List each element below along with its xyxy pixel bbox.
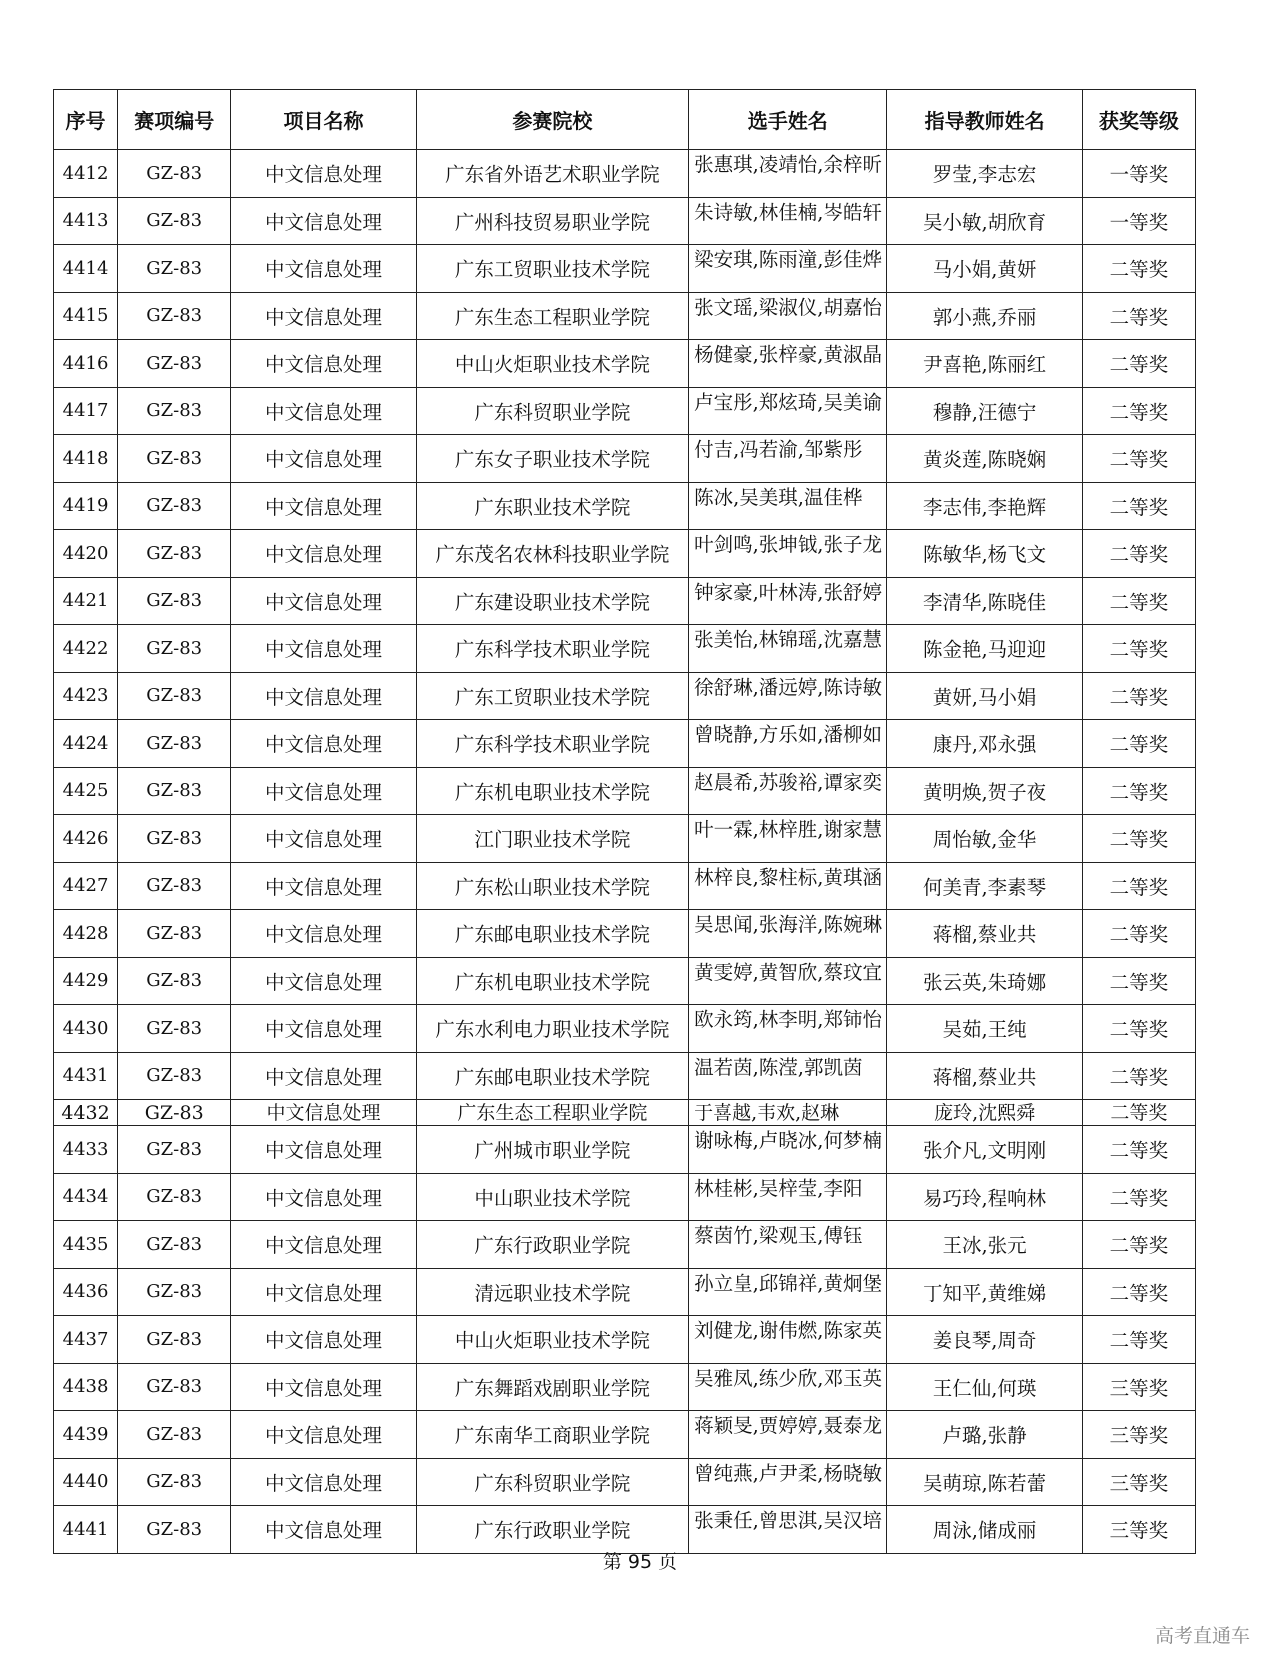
contestants-cell: 林梓良,黎柱标,黄琪涵 [689, 862, 887, 910]
serial-cell: 4415 [54, 292, 118, 340]
school-cell: 广东职业技术学院 [416, 482, 688, 530]
school-cell: 广东生态工程职业学院 [416, 292, 688, 340]
event-code-cell: GZ-83 [118, 482, 231, 530]
project-name-cell: 中文信息处理 [231, 150, 416, 198]
header-contestants: 选手姓名 [689, 90, 887, 150]
instructors-cell: 吴萌琼,陈若蕾 [887, 1458, 1082, 1506]
serial-cell: 4418 [54, 435, 118, 483]
table-row [54, 957, 1196, 1005]
instructors-cell: 王冰,张元 [887, 1221, 1082, 1269]
award-level-cell: 二等奖 [1082, 1316, 1195, 1364]
event-code-cell: GZ-83 [118, 1316, 231, 1364]
instructors-cell: 陈金艳,马迎迎 [887, 625, 1082, 673]
serial-cell: 4438 [54, 1363, 118, 1411]
contestants-cell: 赵晨希,苏骏裕,谭家奕 [689, 767, 887, 815]
serial-cell: 4431 [54, 1052, 118, 1100]
award-level-cell: 三等奖 [1082, 1506, 1195, 1554]
instructors-cell: 王仁仙,何瑛 [887, 1363, 1082, 1411]
school-cell: 江门职业技术学院 [416, 815, 688, 863]
event-code-cell: GZ-83 [118, 720, 231, 768]
project-name-cell: 中文信息处理 [231, 1316, 416, 1364]
school-cell: 广州城市职业学院 [416, 1126, 688, 1174]
project-name-cell: 中文信息处理 [231, 1052, 416, 1100]
school-cell: 广东科贸职业学院 [416, 387, 688, 435]
event-code-cell: GZ-83 [118, 1173, 231, 1221]
event-code-cell: GZ-83 [118, 625, 231, 673]
contestants-cell: 梁安琪,陈雨潼,彭佳烨 [689, 245, 887, 293]
event-code-cell: GZ-83 [118, 435, 231, 483]
instructors-cell: 尹喜艳,陈丽红 [887, 340, 1082, 388]
serial-cell: 4426 [54, 815, 118, 863]
header-school: 参赛院校 [416, 90, 688, 150]
contestants-cell: 付吉,冯若渝,邹紫彤 [689, 435, 887, 483]
instructors-cell: 康丹,邓永强 [887, 720, 1082, 768]
award-level-cell: 三等奖 [1082, 1411, 1195, 1459]
serial-cell: 4441 [54, 1506, 118, 1554]
event-code-cell: GZ-83 [118, 910, 231, 958]
instructors-cell: 郭小燕,乔丽 [887, 292, 1082, 340]
instructors-cell: 李志伟,李艳辉 [887, 482, 1082, 530]
table-row [54, 1005, 1196, 1053]
contestants-cell: 张美怡,林锦瑶,沈嘉慧 [689, 625, 887, 673]
award-level-cell: 二等奖 [1082, 862, 1195, 910]
awards-table [53, 89, 1196, 1554]
instructors-cell: 姜良琴,周奇 [887, 1316, 1082, 1364]
table-body [54, 150, 1196, 1554]
serial-cell: 4430 [54, 1005, 118, 1053]
event-code-cell: GZ-83 [118, 1005, 231, 1053]
award-level-cell: 一等奖 [1082, 150, 1195, 198]
school-cell: 广东生态工程职业学院 [416, 1100, 688, 1126]
table-row [54, 1221, 1196, 1269]
serial-cell: 4417 [54, 387, 118, 435]
school-cell: 中山职业技术学院 [416, 1173, 688, 1221]
project-name-cell: 中文信息处理 [231, 957, 416, 1005]
instructors-cell: 黄明焕,贺子夜 [887, 767, 1082, 815]
project-name-cell: 中文信息处理 [231, 1411, 416, 1459]
project-name-cell: 中文信息处理 [231, 625, 416, 673]
school-cell: 广东工贸职业技术学院 [416, 245, 688, 293]
instructors-cell: 周泳,储成丽 [887, 1506, 1082, 1554]
instructors-cell: 丁知平,黄维娣 [887, 1268, 1082, 1316]
contestants-cell: 曾纯燕,卢尹柔,杨晓敏 [689, 1458, 887, 1506]
header-event-code: 赛项编号 [118, 90, 231, 150]
school-cell: 广东建设职业技术学院 [416, 577, 688, 625]
project-name-cell: 中文信息处理 [231, 910, 416, 958]
serial-cell: 4414 [54, 245, 118, 293]
project-name-cell: 中文信息处理 [231, 245, 416, 293]
contestants-cell: 陈冰,吴美琪,温佳桦 [689, 482, 887, 530]
contestants-cell: 孙立皇,邱锦祥,黄炯堡 [689, 1268, 887, 1316]
serial-cell: 4439 [54, 1411, 118, 1459]
school-cell: 广东水利电力职业技术学院 [416, 1005, 688, 1053]
event-code-cell: GZ-83 [118, 862, 231, 910]
project-name-cell: 中文信息处理 [231, 767, 416, 815]
event-code-cell: GZ-83 [118, 1221, 231, 1269]
table-header-row [54, 90, 1196, 150]
event-code-cell: GZ-83 [118, 815, 231, 863]
instructors-cell: 周怡敏,金华 [887, 815, 1082, 863]
table-row [54, 435, 1196, 483]
school-cell: 广东松山职业技术学院 [416, 862, 688, 910]
award-level-cell: 二等奖 [1082, 530, 1195, 578]
school-cell: 广东工贸职业技术学院 [416, 672, 688, 720]
table-row [54, 1458, 1196, 1506]
project-name-cell: 中文信息处理 [231, 1100, 416, 1126]
serial-cell: 4435 [54, 1221, 118, 1269]
school-cell: 广东科学技术职业学院 [416, 625, 688, 673]
award-level-cell: 三等奖 [1082, 1363, 1195, 1411]
header-instructors: 指导教师姓名 [887, 90, 1082, 150]
project-name-cell: 中文信息处理 [231, 435, 416, 483]
award-level-cell: 二等奖 [1082, 625, 1195, 673]
contestants-cell: 叶剑鸣,张坤钺,张子龙 [689, 530, 887, 578]
table-row [54, 1100, 1196, 1126]
award-level-cell: 二等奖 [1082, 1221, 1195, 1269]
event-code-cell: GZ-83 [118, 957, 231, 1005]
serial-cell: 4412 [54, 150, 118, 198]
event-code-cell: GZ-83 [118, 1126, 231, 1174]
table-row [54, 530, 1196, 578]
award-level-cell: 二等奖 [1082, 482, 1195, 530]
instructors-cell: 陈敏华,杨飞文 [887, 530, 1082, 578]
project-name-cell: 中文信息处理 [231, 1173, 416, 1221]
contestants-cell: 杨健豪,张梓豪,黄淑晶 [689, 340, 887, 388]
contestants-cell: 林桂彬,吴梓莹,李阳 [689, 1173, 887, 1221]
instructors-cell: 庞玲,沈熙舜 [887, 1100, 1082, 1126]
award-level-cell: 二等奖 [1082, 720, 1195, 768]
award-level-cell: 二等奖 [1082, 1005, 1195, 1053]
event-code-cell: GZ-83 [118, 150, 231, 198]
table-row [54, 1506, 1196, 1554]
serial-cell: 4425 [54, 767, 118, 815]
event-code-cell: GZ-83 [118, 1363, 231, 1411]
school-cell: 广东舞蹈戏剧职业学院 [416, 1363, 688, 1411]
contestants-cell: 温若茵,陈滢,郭凯茵 [689, 1052, 887, 1100]
project-name-cell: 中文信息处理 [231, 720, 416, 768]
serial-cell: 4424 [54, 720, 118, 768]
table-row [54, 292, 1196, 340]
contestants-cell: 朱诗敏,林佳楠,岑皓轩 [689, 197, 887, 245]
serial-cell: 4432 [54, 1100, 118, 1126]
contestants-cell: 蒋颖旻,贾婷婷,聂泰龙 [689, 1411, 887, 1459]
serial-cell: 4413 [54, 197, 118, 245]
school-cell: 广东省外语艺术职业学院 [416, 150, 688, 198]
award-level-cell: 二等奖 [1082, 340, 1195, 388]
event-code-cell: GZ-83 [118, 292, 231, 340]
school-cell: 中山火炬职业技术学院 [416, 1316, 688, 1364]
event-code-cell: GZ-83 [118, 530, 231, 578]
instructors-cell: 黄妍,马小娟 [887, 672, 1082, 720]
contestants-cell: 刘健龙,谢伟燃,陈家英 [689, 1316, 887, 1364]
table-row [54, 862, 1196, 910]
serial-cell: 4434 [54, 1173, 118, 1221]
contestants-cell: 卢宝彤,郑炫琦,吴美谕 [689, 387, 887, 435]
event-code-cell: GZ-83 [118, 1506, 231, 1554]
contestants-cell: 欧永筠,林李明,郑铈怡 [689, 1005, 887, 1053]
table-row [54, 577, 1196, 625]
table-row [54, 1316, 1196, 1364]
table-row [54, 1268, 1196, 1316]
award-level-cell: 二等奖 [1082, 672, 1195, 720]
award-level-cell: 二等奖 [1082, 1173, 1195, 1221]
event-code-cell: GZ-83 [118, 1268, 231, 1316]
instructors-cell: 易巧玲,程响林 [887, 1173, 1082, 1221]
instructors-cell: 李清华,陈晓佳 [887, 577, 1082, 625]
event-code-cell: GZ-83 [118, 1052, 231, 1100]
contestants-cell: 徐舒琳,潘远婷,陈诗敏 [689, 672, 887, 720]
table-row [54, 815, 1196, 863]
project-name-cell: 中文信息处理 [231, 1221, 416, 1269]
table-row [54, 910, 1196, 958]
table-row [54, 245, 1196, 293]
school-cell: 广东女子职业技术学院 [416, 435, 688, 483]
school-cell: 广东茂名农林科技职业学院 [416, 530, 688, 578]
serial-cell: 4416 [54, 340, 118, 388]
award-level-cell: 二等奖 [1082, 435, 1195, 483]
event-code-cell: GZ-83 [118, 1411, 231, 1459]
serial-cell: 4423 [54, 672, 118, 720]
instructors-cell: 蒋榴,蔡业共 [887, 1052, 1082, 1100]
award-level-cell: 一等奖 [1082, 197, 1195, 245]
instructors-cell: 蒋榴,蔡业共 [887, 910, 1082, 958]
watermark-text: 高考直通车 [1154, 1625, 1250, 1647]
contestants-cell: 张文瑶,梁淑仪,胡嘉怡 [689, 292, 887, 340]
event-code-cell: GZ-83 [118, 245, 231, 293]
award-level-cell: 二等奖 [1082, 815, 1195, 863]
award-level-cell: 二等奖 [1082, 767, 1195, 815]
contestants-cell: 吴思闻,张海洋,陈婉琳 [689, 910, 887, 958]
instructors-cell: 张云英,朱琦娜 [887, 957, 1082, 1005]
award-level-cell: 二等奖 [1082, 577, 1195, 625]
school-cell: 广东南华工商职业学院 [416, 1411, 688, 1459]
serial-cell: 4419 [54, 482, 118, 530]
event-code-cell: GZ-83 [118, 1458, 231, 1506]
project-name-cell: 中文信息处理 [231, 1506, 416, 1554]
serial-cell: 4429 [54, 957, 118, 1005]
header-award-level: 获奖等级 [1082, 90, 1195, 150]
serial-cell: 4440 [54, 1458, 118, 1506]
project-name-cell: 中文信息处理 [231, 1126, 416, 1174]
school-cell: 中山火炬职业技术学院 [416, 340, 688, 388]
contestants-cell: 张惠琪,凌靖怡,余梓昕 [689, 150, 887, 198]
table-row [54, 1126, 1196, 1174]
award-level-cell: 二等奖 [1082, 1100, 1195, 1126]
contestants-cell: 吴雅凤,练少欣,邓玉英 [689, 1363, 887, 1411]
project-name-cell: 中文信息处理 [231, 292, 416, 340]
award-level-cell: 二等奖 [1082, 245, 1195, 293]
school-cell: 广东机电职业技术学院 [416, 767, 688, 815]
event-code-cell: GZ-83 [118, 340, 231, 388]
contestants-cell: 黄雯婷,黄智欣,蔡玟宜 [689, 957, 887, 1005]
contestants-cell: 钟家豪,叶林涛,张舒婷 [689, 577, 887, 625]
project-name-cell: 中文信息处理 [231, 1363, 416, 1411]
school-cell: 广东科贸职业学院 [416, 1458, 688, 1506]
school-cell: 广东科学技术职业学院 [416, 720, 688, 768]
serial-cell: 4422 [54, 625, 118, 673]
project-name-cell: 中文信息处理 [231, 387, 416, 435]
instructors-cell: 张介凡,文明刚 [887, 1126, 1082, 1174]
project-name-cell: 中文信息处理 [231, 862, 416, 910]
table-row [54, 625, 1196, 673]
instructors-cell: 吴茹,王纯 [887, 1005, 1082, 1053]
project-name-cell: 中文信息处理 [231, 672, 416, 720]
project-name-cell: 中文信息处理 [231, 340, 416, 388]
award-level-cell: 二等奖 [1082, 1126, 1195, 1174]
instructors-cell: 穆静,汪德宁 [887, 387, 1082, 435]
school-cell: 广东邮电职业技术学院 [416, 910, 688, 958]
table-row [54, 672, 1196, 720]
serial-cell: 4428 [54, 910, 118, 958]
table-row [54, 1052, 1196, 1100]
event-code-cell: GZ-83 [118, 577, 231, 625]
award-level-cell: 二等奖 [1082, 292, 1195, 340]
school-cell: 广东行政职业学院 [416, 1506, 688, 1554]
project-name-cell: 中文信息处理 [231, 530, 416, 578]
serial-cell: 4433 [54, 1126, 118, 1174]
serial-cell: 4436 [54, 1268, 118, 1316]
event-code-cell: GZ-83 [118, 672, 231, 720]
award-level-cell: 三等奖 [1082, 1458, 1195, 1506]
award-level-cell: 二等奖 [1082, 387, 1195, 435]
instructors-cell: 何美青,李素琴 [887, 862, 1082, 910]
school-cell: 广东行政职业学院 [416, 1221, 688, 1269]
contestants-cell: 曾晓静,方乐如,潘柳如 [689, 720, 887, 768]
table-row [54, 340, 1196, 388]
school-cell: 广州科技贸易职业学院 [416, 197, 688, 245]
project-name-cell: 中文信息处理 [231, 482, 416, 530]
page-number: 第 95 页 [602, 1551, 678, 1573]
table-row [54, 197, 1196, 245]
instructors-cell: 吴小敏,胡欣育 [887, 197, 1082, 245]
serial-cell: 4437 [54, 1316, 118, 1364]
table-row [54, 767, 1196, 815]
table-row [54, 387, 1196, 435]
header-project-name: 项目名称 [231, 90, 416, 150]
project-name-cell: 中文信息处理 [231, 815, 416, 863]
instructors-cell: 卢璐,张静 [887, 1411, 1082, 1459]
project-name-cell: 中文信息处理 [231, 1458, 416, 1506]
award-level-cell: 二等奖 [1082, 910, 1195, 958]
project-name-cell: 中文信息处理 [231, 197, 416, 245]
school-cell: 清远职业技术学院 [416, 1268, 688, 1316]
event-code-cell: GZ-83 [118, 1100, 231, 1126]
instructors-cell: 马小娟,黄妍 [887, 245, 1082, 293]
school-cell: 广东邮电职业技术学院 [416, 1052, 688, 1100]
event-code-cell: GZ-83 [118, 767, 231, 815]
award-level-cell: 二等奖 [1082, 1052, 1195, 1100]
project-name-cell: 中文信息处理 [231, 1005, 416, 1053]
award-level-cell: 二等奖 [1082, 1268, 1195, 1316]
school-cell: 广东机电职业技术学院 [416, 957, 688, 1005]
serial-cell: 4427 [54, 862, 118, 910]
project-name-cell: 中文信息处理 [231, 1268, 416, 1316]
table-row [54, 1411, 1196, 1459]
contestants-cell: 张秉任,曾思淇,吴汉培 [689, 1506, 887, 1554]
table-row [54, 1363, 1196, 1411]
table-row [54, 482, 1196, 530]
instructors-cell: 罗莹,李志宏 [887, 150, 1082, 198]
serial-cell: 4420 [54, 530, 118, 578]
table-row [54, 720, 1196, 768]
event-code-cell: GZ-83 [118, 197, 231, 245]
project-name-cell: 中文信息处理 [231, 577, 416, 625]
serial-cell: 4421 [54, 577, 118, 625]
table-row [54, 1173, 1196, 1221]
header-serial: 序号 [54, 90, 118, 150]
table-row [54, 150, 1196, 198]
contestants-cell: 谢咏梅,卢晓冰,何梦楠 [689, 1126, 887, 1174]
instructors-cell: 黄炎莲,陈晓娴 [887, 435, 1082, 483]
contestants-cell: 于喜越,韦欢,赵琳 [689, 1100, 887, 1126]
contestants-cell: 蔡茵竹,梁观玉,傅钰 [689, 1221, 887, 1269]
award-level-cell: 二等奖 [1082, 957, 1195, 1005]
event-code-cell: GZ-83 [118, 387, 231, 435]
contestants-cell: 叶一霖,林梓胜,谢家慧 [689, 815, 887, 863]
